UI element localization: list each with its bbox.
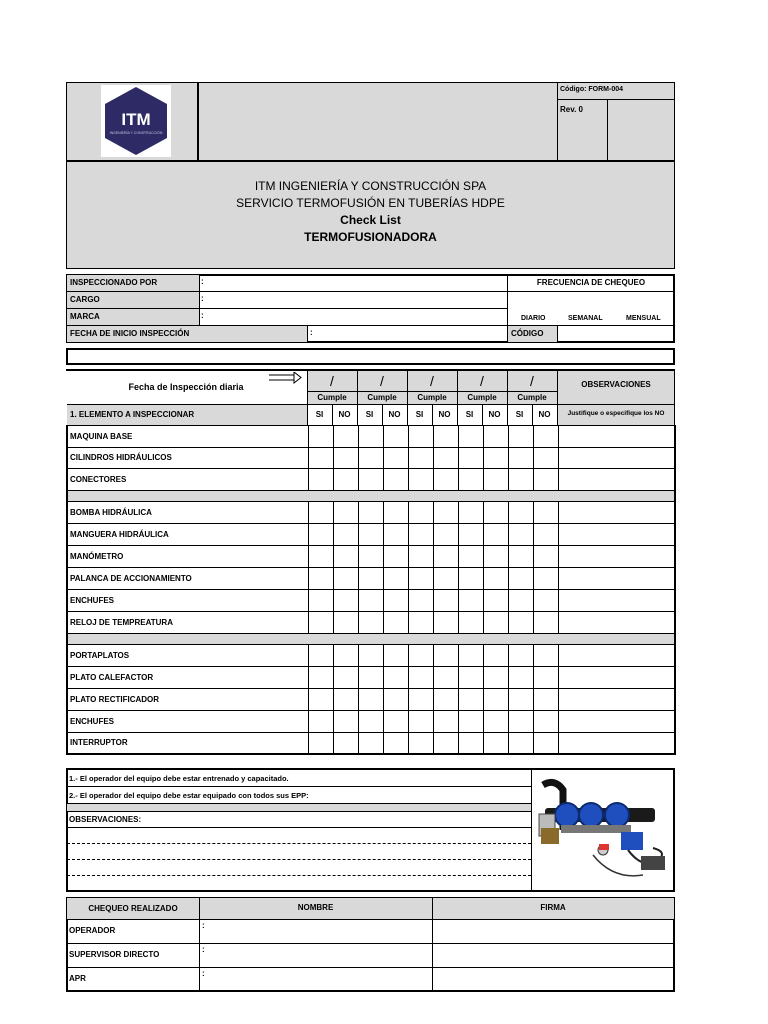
form-title xyxy=(67,162,674,268)
inspected-by-label: INSPECCIONADO POR xyxy=(70,278,158,287)
si-checkbox-cell[interactable] xyxy=(508,644,533,666)
form-code: Código: FORM-004 xyxy=(560,86,623,93)
observation-cell[interactable] xyxy=(558,426,675,448)
no-checkbox-cell[interactable] xyxy=(383,545,408,567)
si-checkbox-cell[interactable] xyxy=(458,611,483,633)
no-2: NO xyxy=(388,410,401,419)
inspection-item: PLATO CALEFACTOR xyxy=(67,666,308,688)
no-checkbox-cell[interactable] xyxy=(433,644,458,666)
si-checkbox-cell[interactable] xyxy=(408,688,433,710)
si-checkbox-cell[interactable] xyxy=(508,688,533,710)
inspected-by-colon: : xyxy=(201,277,204,286)
si-checkbox-cell[interactable] xyxy=(308,666,333,688)
observation-cell[interactable] xyxy=(558,469,675,491)
no-checkbox-cell[interactable] xyxy=(333,710,358,732)
no-checkbox-cell[interactable] xyxy=(533,567,558,589)
no-checkbox-cell[interactable] xyxy=(333,447,358,469)
service-name: SERVICIO TERMOFUSIÓN EN TUBERÍAS HDPE xyxy=(236,196,505,210)
no-checkbox-cell[interactable] xyxy=(483,447,508,469)
group-separator-cell xyxy=(67,490,675,501)
inspection-item: ENCHUFES xyxy=(67,589,308,611)
no-checkbox-cell[interactable] xyxy=(433,666,458,688)
si-checkbox-cell[interactable] xyxy=(408,523,433,545)
no-checkbox-cell[interactable] xyxy=(383,666,408,688)
inspection-item: PLATO RECTIFICADOR xyxy=(67,688,308,710)
si-checkbox-cell[interactable] xyxy=(308,732,333,754)
observation-cell[interactable] xyxy=(558,644,675,666)
si-checkbox-cell[interactable] xyxy=(308,644,333,666)
no-checkbox-cell[interactable] xyxy=(333,666,358,688)
si-checkbox-cell[interactable] xyxy=(408,644,433,666)
si-checkbox-cell[interactable] xyxy=(508,589,533,611)
inspection-item: MAQUINA BASE xyxy=(67,426,308,448)
no-checkbox-cell[interactable] xyxy=(533,469,558,491)
si-checkbox-cell[interactable] xyxy=(308,688,333,710)
operator-colon: : xyxy=(202,921,205,930)
no-5: NO xyxy=(538,410,551,419)
role-supervisor: SUPERVISOR DIRECTO xyxy=(69,950,160,959)
fusion-machine-icon xyxy=(533,770,673,890)
no-checkbox-cell[interactable] xyxy=(483,469,508,491)
company-name: ITM INGENIERÍA Y CONSTRUCCIÓN SPA xyxy=(254,179,487,193)
table-row xyxy=(67,501,675,523)
no-checkbox-cell[interactable] xyxy=(433,545,458,567)
observation-cell[interactable] xyxy=(558,666,675,688)
observation-cell[interactable] xyxy=(558,710,675,732)
si-checkbox-cell[interactable] xyxy=(508,732,533,754)
no-checkbox-cell[interactable] xyxy=(383,611,408,633)
frequency-daily[interactable]: DIARIO xyxy=(521,315,546,322)
no-checkbox-cell[interactable] xyxy=(383,426,408,448)
apr-colon: : xyxy=(202,969,205,978)
si-checkbox-cell[interactable] xyxy=(408,732,433,754)
si-checkbox-cell[interactable] xyxy=(408,710,433,732)
inspection-item: RELOJ DE TEMPREATURA xyxy=(67,611,308,633)
si-checkbox-cell[interactable] xyxy=(358,501,383,523)
si-checkbox-cell[interactable] xyxy=(358,611,383,633)
si-checkbox-cell[interactable] xyxy=(508,501,533,523)
si-checkbox-cell[interactable] xyxy=(408,567,433,589)
note-2: 2.- El operador del equipo debe estar equipado con todos sus EPP: xyxy=(69,791,309,800)
table-row xyxy=(67,469,675,491)
frequency-label: FRECUENCIA DE CHEQUEO xyxy=(536,278,646,287)
checklist-table xyxy=(66,425,676,755)
no-checkbox-cell[interactable] xyxy=(383,732,408,754)
no-checkbox-cell[interactable] xyxy=(483,501,508,523)
group-separator xyxy=(67,490,675,501)
no-checkbox-cell[interactable] xyxy=(533,426,558,448)
group-separator-cell xyxy=(67,633,675,644)
no-checkbox-cell[interactable] xyxy=(483,545,508,567)
si-checkbox-cell[interactable] xyxy=(408,447,433,469)
inspection-item: PORTAPLATOS xyxy=(67,644,308,666)
si-checkbox-cell[interactable] xyxy=(458,501,483,523)
code-label: CÓDIGO xyxy=(511,329,544,338)
no-checkbox-cell[interactable] xyxy=(483,732,508,754)
frequency-weekly[interactable]: SEMANAL xyxy=(568,315,603,322)
observation-cell[interactable] xyxy=(558,732,675,754)
no-checkbox-cell[interactable] xyxy=(383,523,408,545)
inspected-by-field[interactable] xyxy=(206,276,506,290)
position-colon: : xyxy=(201,294,204,303)
role-operator: OPERADOR xyxy=(69,926,116,935)
si-checkbox-cell[interactable] xyxy=(458,426,483,448)
si-checkbox-cell[interactable] xyxy=(408,611,433,633)
supervisor-name-field[interactable] xyxy=(208,945,430,966)
no-checkbox-cell[interactable] xyxy=(533,589,558,611)
si-checkbox-cell[interactable] xyxy=(308,501,333,523)
si-checkbox-cell[interactable] xyxy=(358,710,383,732)
si-checkbox-cell[interactable] xyxy=(458,523,483,545)
table-row xyxy=(67,666,675,688)
no-checkbox-cell[interactable] xyxy=(333,589,358,611)
no-checkbox-cell[interactable] xyxy=(333,426,358,448)
code-field[interactable] xyxy=(559,327,673,341)
table-row xyxy=(67,732,675,754)
observation-cell[interactable] xyxy=(558,688,675,710)
si-checkbox-cell[interactable] xyxy=(358,447,383,469)
si-checkbox-cell[interactable] xyxy=(358,644,383,666)
si-checkbox-cell[interactable] xyxy=(508,545,533,567)
inspection-item: MANGUERA HIDRÁULICA xyxy=(67,523,308,545)
si-checkbox-cell[interactable] xyxy=(408,426,433,448)
cumple-5: Cumple xyxy=(517,393,547,402)
no-checkbox-cell[interactable] xyxy=(383,567,408,589)
document-type: Check List xyxy=(340,213,401,227)
no-checkbox-cell[interactable] xyxy=(533,688,558,710)
si-checkbox-cell[interactable] xyxy=(308,469,333,491)
no-checkbox-cell[interactable] xyxy=(533,710,558,732)
si-checkbox-cell[interactable] xyxy=(458,469,483,491)
cumple-2: Cumple xyxy=(367,393,397,402)
form-revision: Rev. 0 xyxy=(560,105,583,114)
note-1: 1.- El operador del equipo debe estar entrenado y capacitado. xyxy=(69,774,289,783)
daily-date-label: Fecha de Inspección diaria xyxy=(128,382,244,392)
no-checkbox-cell[interactable] xyxy=(433,523,458,545)
no-checkbox-cell[interactable] xyxy=(383,469,408,491)
operator-name-field[interactable] xyxy=(208,921,430,942)
no-checkbox-cell[interactable] xyxy=(483,589,508,611)
no-checkbox-cell[interactable] xyxy=(333,644,358,666)
svg-text:INGENIERÍA Y CONSTRUCCIÓN: INGENIERÍA Y CONSTRUCCIÓN xyxy=(109,131,163,135)
si-2: SI xyxy=(365,410,374,419)
no-checkbox-cell[interactable] xyxy=(483,644,508,666)
si-checkbox-cell[interactable] xyxy=(308,589,333,611)
inspection-item: CONECTORES xyxy=(67,469,308,491)
table-row xyxy=(67,545,675,567)
itm-logo-icon xyxy=(101,85,171,157)
table-row xyxy=(67,447,675,469)
no-checkbox-cell[interactable] xyxy=(333,611,358,633)
si-4: SI xyxy=(465,410,474,419)
si-checkbox-cell[interactable] xyxy=(358,688,383,710)
no-checkbox-cell[interactable] xyxy=(383,710,408,732)
si-checkbox-cell[interactable] xyxy=(508,567,533,589)
date-slash-1[interactable]: / xyxy=(330,373,334,389)
si-checkbox-cell[interactable] xyxy=(308,447,333,469)
si-checkbox-cell[interactable] xyxy=(458,710,483,732)
no-checkbox-cell[interactable] xyxy=(483,567,508,589)
si-checkbox-cell[interactable] xyxy=(308,611,333,633)
table-row xyxy=(67,567,675,589)
table-row xyxy=(67,589,675,611)
table-row xyxy=(67,710,675,732)
table-row xyxy=(67,644,675,666)
no-checkbox-cell[interactable] xyxy=(383,447,408,469)
no-checkbox-cell[interactable] xyxy=(383,644,408,666)
no-checkbox-cell[interactable] xyxy=(333,501,358,523)
no-checkbox-cell[interactable] xyxy=(383,589,408,611)
inspection-item: MANÓMETRO xyxy=(67,545,308,567)
role-apr: APR xyxy=(69,974,86,983)
observation-cell[interactable] xyxy=(558,611,675,633)
no-checkbox-cell[interactable] xyxy=(333,523,358,545)
observations-hint: Justifique o especifique los NO xyxy=(567,410,665,417)
no-checkbox-cell[interactable] xyxy=(483,688,508,710)
cumple-4: Cumple xyxy=(467,393,497,402)
si-checkbox-cell[interactable] xyxy=(308,567,333,589)
position-label: CARGO xyxy=(70,295,100,304)
date-slash-4[interactable]: / xyxy=(480,373,484,389)
no-4: NO xyxy=(488,410,501,419)
start-date-field[interactable] xyxy=(316,327,506,341)
no-checkbox-cell[interactable] xyxy=(333,732,358,754)
si-checkbox-cell[interactable] xyxy=(358,469,383,491)
observations-label: OBSERVACIONES: xyxy=(69,815,142,824)
section-title: 1. ELEMENTO A INSPECCIONAR xyxy=(70,410,195,419)
brand-field[interactable] xyxy=(206,310,506,324)
cumple-1: Cumple xyxy=(317,393,347,402)
signature-header: FIRMA xyxy=(540,903,566,912)
si-checkbox-cell[interactable] xyxy=(358,567,383,589)
logo-image xyxy=(101,85,171,157)
no-checkbox-cell[interactable] xyxy=(333,469,358,491)
si-checkbox-cell[interactable] xyxy=(358,732,383,754)
si-checkbox-cell[interactable] xyxy=(408,666,433,688)
no-checkbox-cell[interactable] xyxy=(333,545,358,567)
no-checkbox-cell[interactable] xyxy=(533,732,558,754)
no-checkbox-cell[interactable] xyxy=(533,501,558,523)
no-checkbox-cell[interactable] xyxy=(433,426,458,448)
si-checkbox-cell[interactable] xyxy=(408,589,433,611)
svg-text:ITM: ITM xyxy=(121,110,151,129)
position-field[interactable] xyxy=(206,293,506,307)
no-checkbox-cell[interactable] xyxy=(383,501,408,523)
inspection-item: ENCHUFES xyxy=(67,710,308,732)
si-checkbox-cell[interactable] xyxy=(408,501,433,523)
si-checkbox-cell[interactable] xyxy=(508,447,533,469)
supervisor-signature-field[interactable] xyxy=(434,945,672,966)
supervisor-colon: : xyxy=(202,945,205,954)
si-checkbox-cell[interactable] xyxy=(308,426,333,448)
si-3: SI xyxy=(415,410,424,419)
no-checkbox-cell[interactable] xyxy=(433,589,458,611)
no-checkbox-cell[interactable] xyxy=(383,688,408,710)
no-checkbox-cell[interactable] xyxy=(483,611,508,633)
si-checkbox-cell[interactable] xyxy=(358,523,383,545)
no-checkbox-cell[interactable] xyxy=(533,523,558,545)
inspection-item: CILINDROS HIDRÁULICOS xyxy=(67,447,308,469)
si-checkbox-cell[interactable] xyxy=(508,710,533,732)
no-checkbox-cell[interactable] xyxy=(433,447,458,469)
si-checkbox-cell[interactable] xyxy=(308,523,333,545)
start-date-colon: : xyxy=(310,328,313,337)
inspection-item: BOMBA HIDRÁULICA xyxy=(67,501,308,523)
brand-label: MARCA xyxy=(70,312,100,321)
si-checkbox-cell[interactable] xyxy=(458,666,483,688)
apr-signature-field[interactable] xyxy=(434,969,672,990)
si-checkbox-cell[interactable] xyxy=(508,666,533,688)
si-checkbox-cell[interactable] xyxy=(358,666,383,688)
group-separator xyxy=(67,633,675,644)
si-checkbox-cell[interactable] xyxy=(508,426,533,448)
no-checkbox-cell[interactable] xyxy=(333,567,358,589)
equipment-name: TERMOFUSIONADORA xyxy=(304,230,437,244)
si-checkbox-cell[interactable] xyxy=(508,523,533,545)
no-checkbox-cell[interactable] xyxy=(483,426,508,448)
observations-textarea[interactable] xyxy=(68,828,530,890)
no-checkbox-cell[interactable] xyxy=(483,523,508,545)
no-checkbox-cell[interactable] xyxy=(433,688,458,710)
si-checkbox-cell[interactable] xyxy=(458,688,483,710)
equipment-photo xyxy=(533,770,673,890)
no-checkbox-cell[interactable] xyxy=(483,710,508,732)
brand-colon: : xyxy=(201,311,204,320)
table-row xyxy=(67,523,675,545)
no-checkbox-cell[interactable] xyxy=(433,567,458,589)
table-row xyxy=(67,688,675,710)
inspection-item: INTERRUPTOR xyxy=(67,732,308,754)
si-checkbox-cell[interactable] xyxy=(508,611,533,633)
no-checkbox-cell[interactable] xyxy=(533,644,558,666)
no-checkbox-cell[interactable] xyxy=(533,447,558,469)
no-3: NO xyxy=(438,410,451,419)
observation-cell[interactable] xyxy=(558,501,675,523)
no-checkbox-cell[interactable] xyxy=(433,710,458,732)
observations-header: OBSERVACIONES xyxy=(581,380,651,389)
observation-cell[interactable] xyxy=(558,567,675,589)
si-checkbox-cell[interactable] xyxy=(308,710,333,732)
si-checkbox-cell[interactable] xyxy=(458,589,483,611)
no-checkbox-cell[interactable] xyxy=(433,732,458,754)
apr-name-field[interactable] xyxy=(208,969,430,990)
arrow-right-icon xyxy=(268,372,302,384)
no-checkbox-cell[interactable] xyxy=(333,688,358,710)
si-checkbox-cell[interactable] xyxy=(308,545,333,567)
si-checkbox-cell[interactable] xyxy=(408,545,433,567)
no-checkbox-cell[interactable] xyxy=(483,666,508,688)
no-checkbox-cell[interactable] xyxy=(433,611,458,633)
si-checkbox-cell[interactable] xyxy=(458,447,483,469)
start-date-label: FECHA DE INICIO INSPECCIÓN xyxy=(70,329,190,338)
si-checkbox-cell[interactable] xyxy=(408,469,433,491)
si-1: SI xyxy=(315,410,324,419)
no-checkbox-cell[interactable] xyxy=(533,545,558,567)
date-slash-2[interactable]: / xyxy=(380,373,384,389)
date-slash-5[interactable]: / xyxy=(530,373,534,389)
observation-cell[interactable] xyxy=(558,447,675,469)
name-header: NOMBRE xyxy=(297,903,334,912)
no-checkbox-cell[interactable] xyxy=(533,611,558,633)
si-checkbox-cell[interactable] xyxy=(358,589,383,611)
operator-signature-field[interactable] xyxy=(434,921,672,942)
blank-row xyxy=(66,348,675,365)
observation-cell[interactable] xyxy=(558,589,675,611)
si-5: SI xyxy=(515,410,524,419)
table-row xyxy=(67,611,675,633)
no-1: NO xyxy=(338,410,351,419)
si-checkbox-cell[interactable] xyxy=(508,469,533,491)
si-checkbox-cell[interactable] xyxy=(358,426,383,448)
cumple-3: Cumple xyxy=(417,393,447,402)
no-checkbox-cell[interactable] xyxy=(433,469,458,491)
si-checkbox-cell[interactable] xyxy=(458,545,483,567)
frequency-monthly[interactable]: MENSUAL xyxy=(626,315,661,322)
table-row xyxy=(67,426,675,448)
no-checkbox-cell[interactable] xyxy=(533,666,558,688)
no-checkbox-cell[interactable] xyxy=(433,501,458,523)
inspection-item: PALANCA DE ACCIONAMIENTO xyxy=(67,567,308,589)
si-checkbox-cell[interactable] xyxy=(358,545,383,567)
date-slash-3[interactable]: / xyxy=(430,373,434,389)
si-checkbox-cell[interactable] xyxy=(458,567,483,589)
check-done-header: CHEQUEO REALIZADO xyxy=(88,904,178,913)
observation-cell[interactable] xyxy=(558,523,675,545)
si-checkbox-cell[interactable] xyxy=(458,644,483,666)
observation-cell[interactable] xyxy=(558,545,675,567)
si-checkbox-cell[interactable] xyxy=(458,732,483,754)
